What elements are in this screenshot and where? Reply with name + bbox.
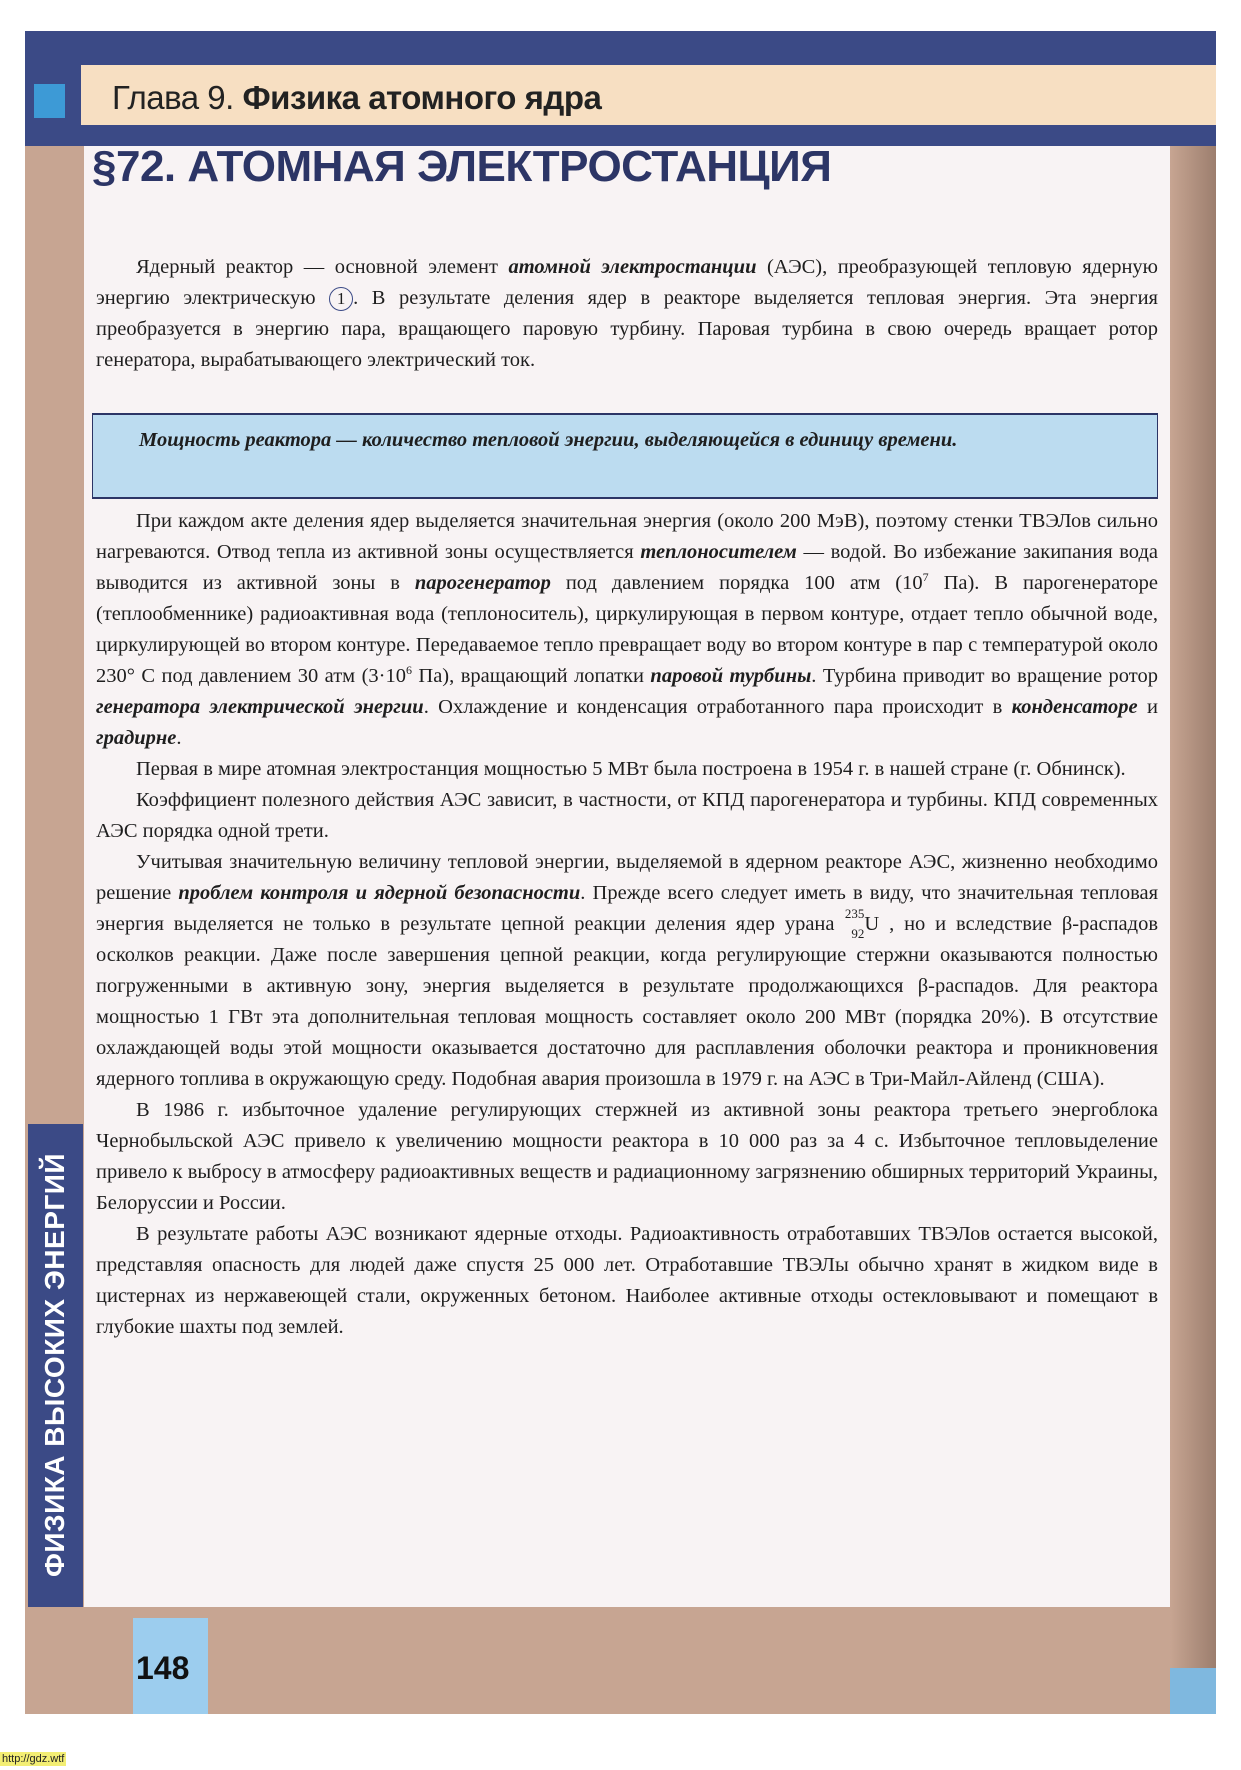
text-run: Па). В парогенераторе (теплообменнике) радиоактивная вода (теплоноситель), циркулирующая в первом контуре, отдает тепло обычной воде, циркулирующей во втором контуре. Передаваемое тепло превращает воду во втором контуре в пар с температурой около 230° С под давлением 30 атм (3·10: [96, 572, 1158, 687]
watermark-link[interactable]: http://gdz.wtf: [2, 1753, 65, 1765]
element-symbol: U: [864, 913, 880, 935]
paragraph: [96, 1095, 1158, 1219]
paragraph: [96, 847, 1158, 1095]
chapter-name: Физика атомного ядра: [242, 79, 602, 116]
text-run: Первая в мире атомная электростанция мощностью 5 МВт была построена в 1954 г. в нашей стране (г. Обнинск).: [136, 758, 1126, 780]
text-run: В результате работы АЭС возникают ядерные отходы. Радиоактивность отработавших ТВЭЛов остается высокой, представляя опасность для людей даже спустя 25 000 лет. Отработавшие ТВЭЛы обычно хранят в жидком виде в цистернах из нержавеющей стали, окруженных бетоном. Наиболее активные отходы остекловывают и помещают в глубокие шахты под землей.: [96, 1223, 1158, 1338]
charge-number: 92: [851, 926, 865, 941]
text-run: (АЭС), преобразующей тепловую ядерную энергию электрическую: [96, 256, 1158, 309]
text-run: , но и вследствие β-распадов осколков реакции. Даже после завершения цепной реакции, когда регулирующие стержни оказываются полностью погруженными в активную зону, энергия выделяется в результате продолжающихся β-распадов. Для реактора мощностью 1 ГВт эта дополнительная тепловая мощность составляет около 200 МВт (порядка 20%). В отсутствие охлаждающей воды этой мощности оказывается достаточно для расплавления оболочки реактора и проникновения ядерного топлива в окружающую среду. Подобная авария произошла в 1979 г. на АЭС в Три-Майл-Айленд (США).: [96, 913, 1158, 1090]
definition-box: [92, 413, 1158, 499]
mass-number: 235: [844, 906, 865, 921]
text-run: В 1986 г. избыточное удаление регулирующих стержней из активной зоны реактора третьего энергоблока Чернобыльской АЭС привело к увеличению мощности реактора в 10 000 раз за 4 с. Избыточное тепловыделение привело к выбросу в атмосферу радиоактивных веществ и радиационному загрязнению обширных территорий Украины, Белоруссии и России.: [96, 1099, 1158, 1214]
text-run: под давлением порядка 100 атм (10: [550, 572, 923, 594]
emphasized-term: генератора электрической энергии: [96, 696, 424, 718]
chapter-prefix: Глава 9.: [112, 79, 234, 116]
chapter-title: [112, 74, 601, 122]
text-run: При каждом акте деления ядер выделяется значительная энергия (около 200 МэВ), поэтому стенки ТВЭЛов сильно нагреваются. Отвод тепла из активной зоны осуществляется: [96, 510, 1158, 563]
text-run: Учитывая значительную величину тепловой энергии, выделяемой в ядерном реакторе АЭС, жизненно необходимо решение: [96, 851, 1158, 904]
header-marker: [34, 84, 65, 118]
emphasized-term: градирне: [96, 727, 177, 749]
body-text: [96, 506, 1158, 1343]
emphasized-term: паровой турбины: [650, 665, 812, 687]
exponent: 6: [405, 663, 412, 678]
text-run: . Прежде всего следует иметь в виду, что значительная тепловая энергия выделяется не только в результате цепной реакции деления ядер урана: [96, 882, 1159, 935]
emphasized-term: атомной электростанции: [508, 256, 757, 278]
emphasized-term: теплоносителем: [640, 541, 797, 563]
emphasized-term: парогенератор: [414, 572, 551, 594]
definition-text: Мощность реактора — количество тепловой энергии, выделяющейся в единицу времени.: [139, 429, 958, 451]
paragraph: [96, 754, 1158, 785]
paragraph: [96, 1219, 1158, 1343]
intro-paragraph: [96, 252, 1158, 376]
emphasized-term: проблем контроля и ядерной безопасности: [178, 882, 581, 904]
text-run: . Охлаждение и конденсация отработанного пара происходит в: [423, 696, 1012, 718]
text-run: и: [1137, 696, 1158, 718]
section-title: §72. АТОМНАЯ ЭЛЕКТРОСТАНЦИЯ: [92, 142, 832, 191]
side-tab-label: ФИЗИКА ВЫСОКИХ ЭНЕРГИЙ: [39, 1153, 70, 1577]
emphasized-term: конденсаторе: [1011, 696, 1138, 718]
text-run: Па), вращающий лопатки: [411, 665, 651, 687]
text-run: .: [176, 727, 182, 749]
paragraph: [96, 506, 1158, 754]
figure-reference-marker: 1: [329, 287, 353, 311]
exponent: 7: [922, 570, 929, 585]
text-run: Ядерный реактор — основной элемент: [136, 256, 509, 278]
page-number: 148: [136, 1650, 190, 1686]
text-run: . В результате деления ядер в реакторе выделяется тепловая энергия. Эта энергия преобразуется в энергию пара, вращающего паровую турбину. Паровая турбина в свою очередь вращает ротор генератора, вырабатывающего электрический ток.: [96, 287, 1158, 371]
text-run: Коэффициент полезного действия АЭС зависит, в частности, от КПД парогенератора и турбины. КПД современных АЭС порядка одной трети.: [96, 789, 1158, 842]
text-run: — водой. Во избежание закипания вода выводится из активной зоны в: [96, 541, 1158, 594]
text-run: . Турбина приводит во вращение ротор: [811, 665, 1158, 687]
nuclide-uranium-235: [844, 906, 880, 941]
right-edge-tab: [1170, 1668, 1216, 1714]
page-right-edge: [1170, 146, 1216, 1714]
paragraph: [96, 785, 1158, 847]
